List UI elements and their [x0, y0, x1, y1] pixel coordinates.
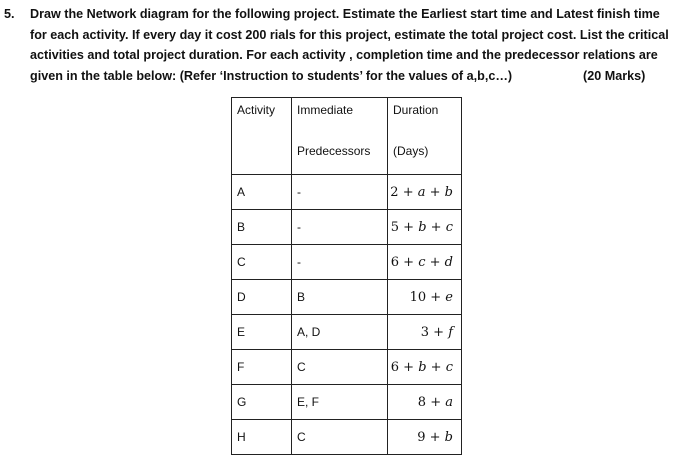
question-line-1 — [0, 4, 688, 25]
activity-cell: G — [232, 385, 292, 420]
question-line-4 — [0, 66, 688, 87]
predecessors-cell: E, F — [292, 385, 388, 420]
duration-cell: 6 + b + c — [388, 350, 462, 385]
activity-cell: B — [232, 210, 292, 245]
predecessors-cell: A, D — [292, 315, 388, 350]
table-row — [232, 175, 462, 210]
header-duration: Duration — [388, 98, 462, 128]
question-text-line: activities and total project duration. For each activity , completion time and the predecessor relations are — [30, 48, 658, 62]
question-text-line: given in the table below: (Refer ‘Instruction to students’ for the values of a,b,c…) — [30, 68, 513, 83]
duration-cell: 8 + a — [388, 385, 462, 420]
header-predecessors: Predecessors — [292, 127, 388, 175]
predecessors-cell: - — [292, 175, 388, 210]
activity-table — [231, 97, 462, 455]
predecessors-cell: - — [292, 210, 388, 245]
table-row — [232, 245, 462, 280]
table-row — [232, 315, 462, 350]
header-days: (Days) — [388, 127, 462, 175]
header-activity: Activity — [232, 98, 292, 175]
predecessors-cell: B — [292, 280, 388, 315]
duration-cell: 6 + c + d — [388, 245, 462, 280]
question-text-line: for each activity. If every day it cost 200 rials for this project, estimate the total project cost. List the critical — [30, 27, 669, 42]
duration-cell: 5 + b + c — [388, 210, 462, 245]
duration-cell: 10 + e — [388, 280, 462, 315]
table-row — [232, 210, 462, 245]
header-immediate: Immediate — [292, 98, 388, 128]
duration-cell: 2 + a + b — [388, 175, 462, 210]
activity-cell: A — [232, 175, 292, 210]
activity-cell: H — [232, 420, 292, 455]
question-line-2 — [0, 25, 688, 46]
activity-cell: E — [232, 315, 292, 350]
activity-cell: C — [232, 245, 292, 280]
table-row — [232, 280, 462, 315]
table-row — [232, 420, 462, 455]
activity-cell: F — [232, 350, 292, 385]
predecessors-cell: - — [292, 245, 388, 280]
question-text-line: Draw the Network diagram for the following project. Estimate the Earliest start time and Latest finish time — [30, 7, 660, 21]
activity-cell: D — [232, 280, 292, 315]
table-row — [232, 350, 462, 385]
question-number: 5. — [4, 7, 15, 21]
duration-cell: 9 + b — [388, 420, 462, 455]
question-block — [0, 4, 688, 86]
question-line-3 — [0, 45, 688, 66]
duration-cell: 3 + f — [388, 315, 462, 350]
table-header-row — [232, 98, 462, 128]
predecessors-cell: C — [292, 420, 388, 455]
table-row — [232, 385, 462, 420]
question-marks: (20 Marks) — [583, 68, 646, 83]
predecessors-cell: C — [292, 350, 388, 385]
